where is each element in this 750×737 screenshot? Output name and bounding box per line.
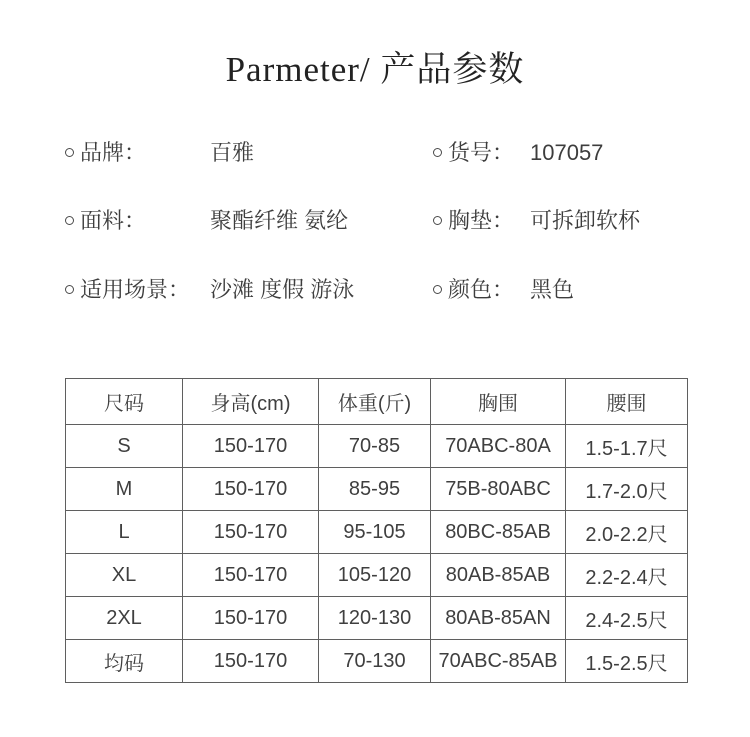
attr-label-text: 颜色： — [448, 277, 515, 302]
table-row — [66, 554, 688, 597]
cell-waist: 2.4-2.5尺 — [566, 597, 688, 640]
cell-bust: 75B-80ABC — [431, 468, 566, 511]
cell-weight: 85-95 — [319, 468, 431, 511]
attr-label — [65, 207, 210, 235]
attr-label-text: 面料： — [80, 208, 147, 233]
attr-value: 107057 — [530, 140, 604, 165]
attr-label-text: 货号： — [448, 140, 515, 165]
table-row — [66, 425, 688, 468]
cell-weight: 105-120 — [319, 554, 431, 597]
attr-label — [65, 276, 210, 304]
cell-waist: 1.7-2.0尺 — [566, 468, 688, 511]
cell-size: M — [66, 468, 183, 511]
cell-waist: 1.5-2.5尺 — [566, 640, 688, 683]
cell-bust: 80BC-85AB — [431, 511, 566, 554]
column-header-bust: 胸围 — [431, 379, 566, 425]
cell-waist: 2.0-2.2尺 — [566, 511, 688, 554]
column-header-waist: 腰围 — [566, 379, 688, 425]
attr-item-brand — [65, 139, 254, 167]
cell-size: XL — [66, 554, 183, 597]
attr-label — [433, 207, 530, 235]
cell-size: S — [66, 425, 183, 468]
cell-height: 150-170 — [183, 640, 319, 683]
attr-item-color — [433, 276, 574, 304]
cell-height: 150-170 — [183, 468, 319, 511]
column-header-size: 尺码 — [66, 379, 183, 425]
attr-label-text: 胸垫： — [448, 208, 515, 233]
attr-value: 百雅 — [210, 140, 255, 165]
attr-value: 黑色 — [530, 277, 575, 302]
attr-value: 可拆卸软杯 — [530, 208, 641, 233]
table-header-row — [66, 379, 688, 425]
attr-item-chest-pad — [433, 207, 640, 235]
column-header-weight: 体重(斤) — [319, 379, 431, 425]
attr-item-scene — [65, 276, 354, 304]
bullet-icon — [65, 148, 74, 157]
cell-bust: 70ABC-85AB — [431, 640, 566, 683]
cell-waist: 2.2-2.4尺 — [566, 554, 688, 597]
attr-label — [65, 139, 210, 167]
bullet-icon — [65, 216, 74, 225]
attr-value: 沙滩 度假 游泳 — [210, 277, 355, 302]
cell-bust: 80AB-85AN — [431, 597, 566, 640]
cell-height: 150-170 — [183, 597, 319, 640]
attr-item-fabric — [65, 207, 348, 235]
page-title: Parmeter/ 产品参数 — [225, 50, 525, 89]
table-row — [66, 597, 688, 640]
attr-item-item-number — [433, 139, 603, 167]
table-row — [66, 640, 688, 683]
attr-label — [433, 139, 530, 167]
bullet-icon — [433, 148, 442, 157]
bullet-icon — [433, 216, 442, 225]
cell-height: 150-170 — [183, 554, 319, 597]
cell-weight: 70-85 — [319, 425, 431, 468]
cell-waist: 1.5-1.7尺 — [566, 425, 688, 468]
cell-weight: 70-130 — [319, 640, 431, 683]
attr-label-text: 品牌： — [80, 140, 147, 165]
bullet-icon — [433, 285, 442, 294]
cell-height: 150-170 — [183, 425, 319, 468]
cell-size: L — [66, 511, 183, 554]
cell-weight: 120-130 — [319, 597, 431, 640]
cell-size: 均码 — [66, 640, 183, 683]
bullet-icon — [65, 285, 74, 294]
attr-value: 聚酯纤维 氨纶 — [210, 208, 349, 233]
attr-label-text: 适用场景： — [80, 277, 191, 302]
cell-size: 2XL — [66, 597, 183, 640]
cell-bust: 70ABC-80A — [431, 425, 566, 468]
cell-weight: 95-105 — [319, 511, 431, 554]
table-row — [66, 468, 688, 511]
column-header-height: 身高(cm) — [183, 379, 319, 425]
attr-label — [433, 276, 530, 304]
cell-height: 150-170 — [183, 511, 319, 554]
cell-bust: 80AB-85AB — [431, 554, 566, 597]
table-row — [66, 511, 688, 554]
size-chart-table — [65, 378, 688, 683]
